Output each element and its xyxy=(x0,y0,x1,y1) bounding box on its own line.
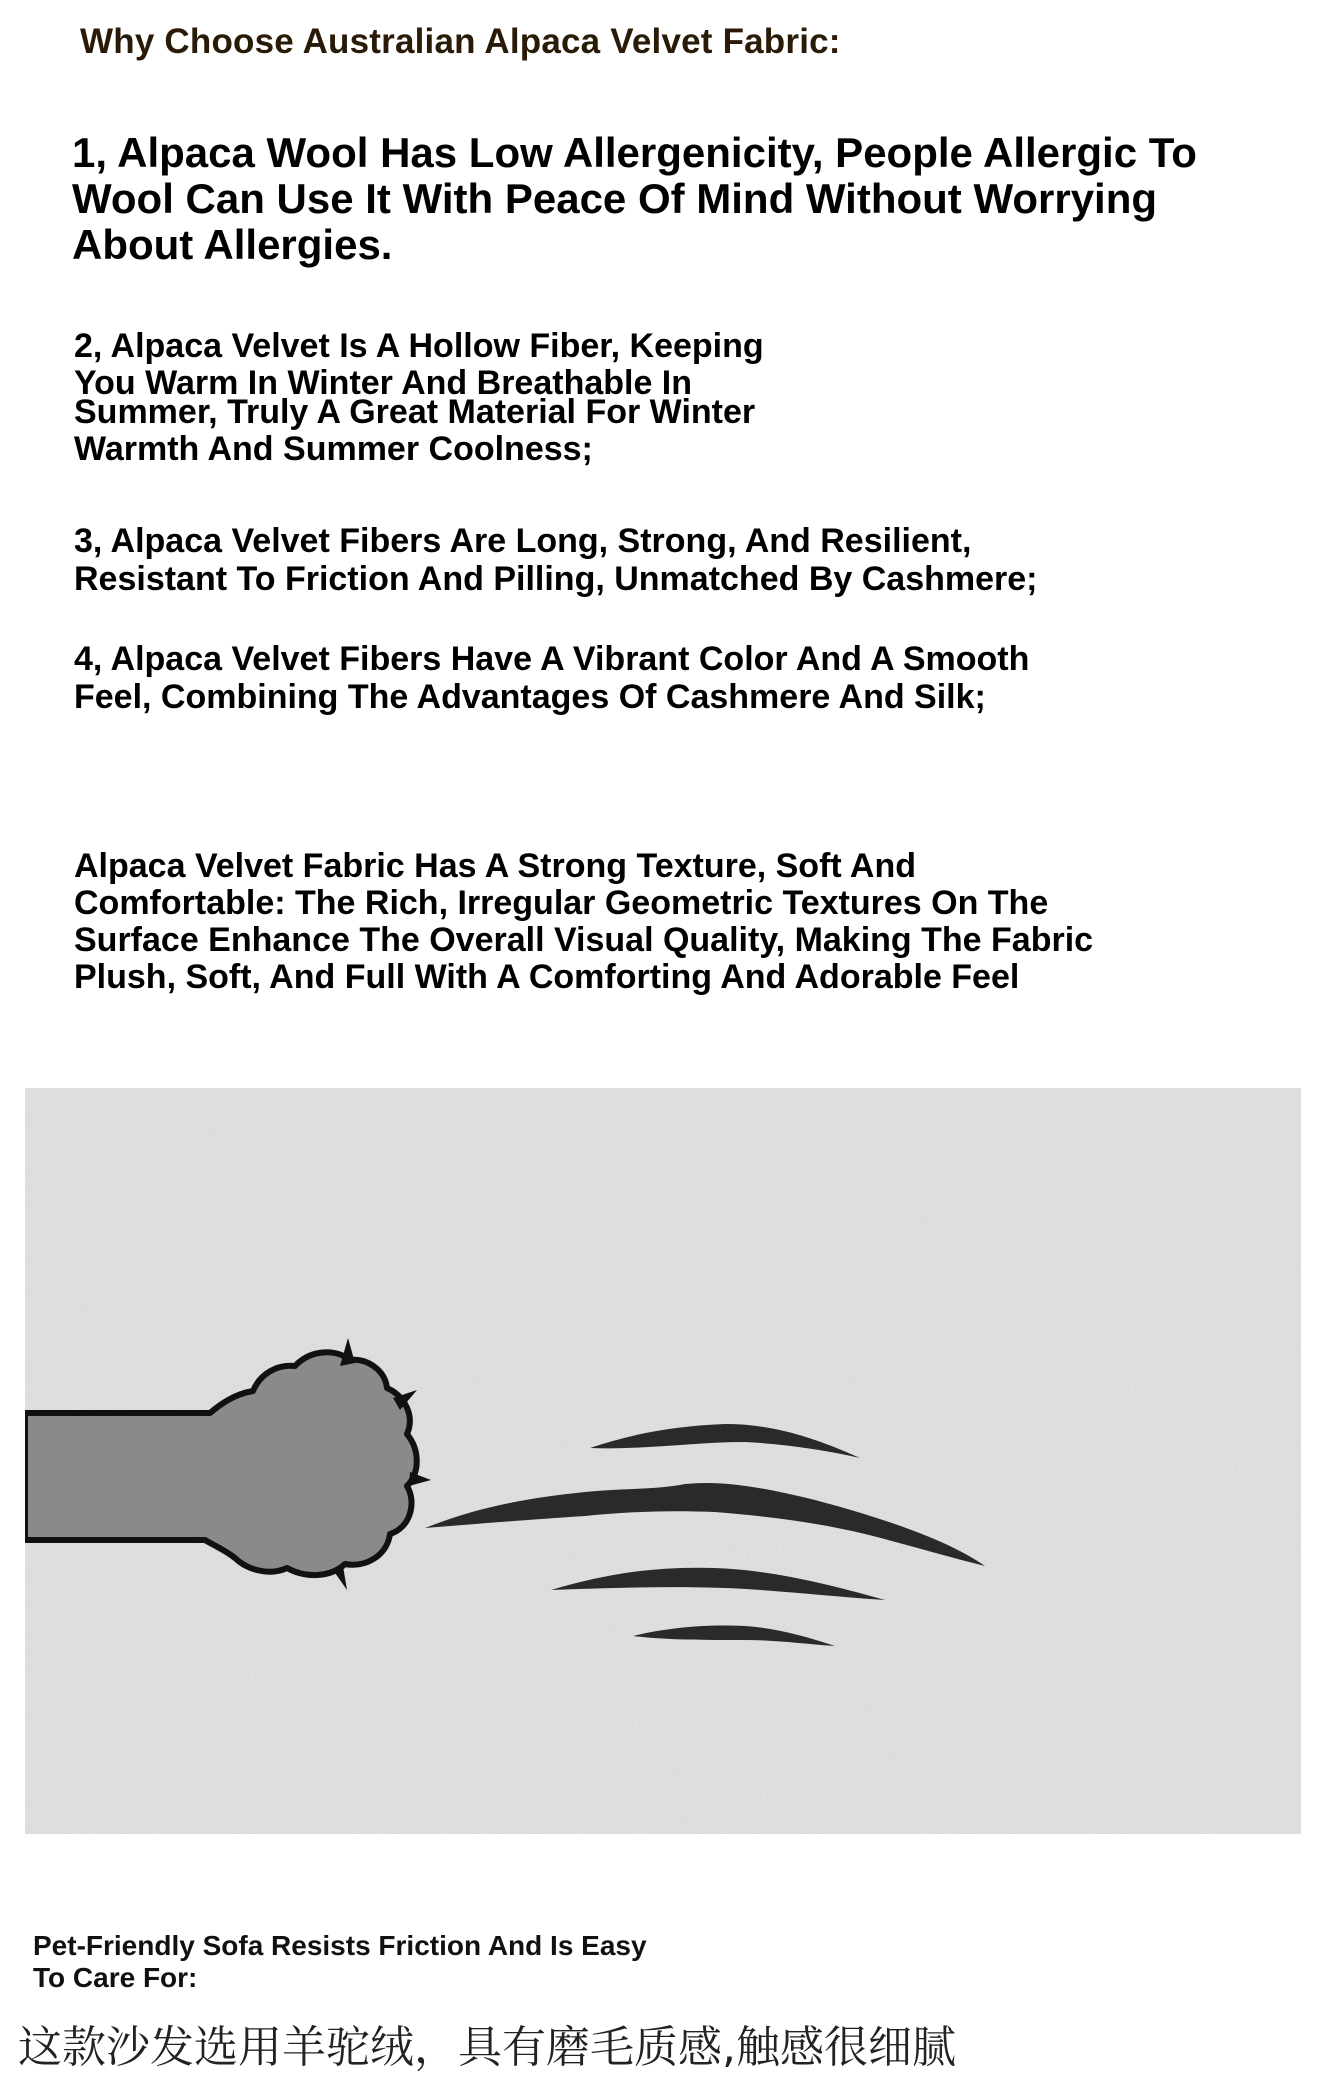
benefit-point-1-line: 1, Alpaca Wool Has Low Allergenicity, People Allergic To xyxy=(72,129,1197,176)
benefit-point-2-line: 2, Alpaca Velvet Is A Hollow Fiber, Keeping xyxy=(74,327,764,365)
benefit-point-2-line: You Warm In Winter And Breathable In xyxy=(74,364,693,402)
texture-description-line: Alpaca Velvet Fabric Has A Strong Texture, Soft And xyxy=(74,847,916,885)
fabric-scratch-image xyxy=(25,1088,1301,1834)
benefit-point-3 xyxy=(74,522,1174,598)
benefit-point-3-line: 3, Alpaca Velvet Fibers Are Long, Strong, And Resilient, xyxy=(74,522,972,560)
texture-description-line: Comfortable: The Rich, Irregular Geometric Textures On The xyxy=(74,884,1049,922)
texture-description-line: Surface Enhance The Overall Visual Quality, Making The Fabric xyxy=(74,921,1094,959)
pet-friendly-heading-line: To Care For: xyxy=(33,1962,198,1993)
section-heading: Why Choose Australian Alpaca Velvet Fabric: xyxy=(80,22,841,61)
benefit-point-1-line: About Allergies. xyxy=(72,221,393,268)
cat-paw-scratch-icon xyxy=(25,1088,1301,1834)
pet-friendly-heading xyxy=(33,1930,647,1994)
benefit-point-2-line: Summer, Truly A Great Material For Winter xyxy=(74,393,756,431)
benefit-point-3-line: Resistant To Friction And Pilling, Unmatched By Cashmere; xyxy=(74,560,1038,598)
chinese-description: 这款沙发选用羊驼绒，具有磨毛质感,触感很细腻 xyxy=(18,2022,956,2073)
texture-description-line: Plush, Soft, And Full With A Comforting And Adorable Feel xyxy=(74,958,1020,996)
benefit-point-2-line: Warmth And Summer Coolness; xyxy=(74,430,593,468)
benefit-point-1 xyxy=(72,130,1272,268)
benefit-point-4 xyxy=(74,640,1174,716)
benefit-point-4-line: Feel, Combining The Advantages Of Cashmere And Silk; xyxy=(74,678,986,716)
pet-friendly-heading-line: Pet-Friendly Sofa Resists Friction And Is Easy xyxy=(33,1930,647,1961)
texture-description xyxy=(74,848,1224,996)
benefit-point-2 xyxy=(74,328,874,468)
benefit-point-1-line: Wool Can Use It With Peace Of Mind Without Worrying xyxy=(72,175,1158,222)
benefit-point-4-line: 4, Alpaca Velvet Fibers Have A Vibrant Color And A Smooth xyxy=(74,640,1030,678)
